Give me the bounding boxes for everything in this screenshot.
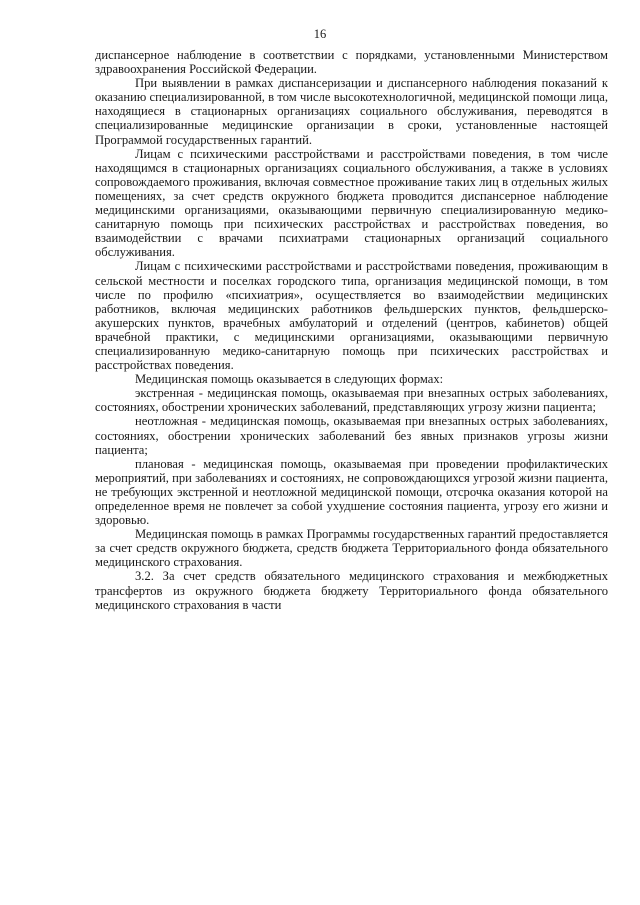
paragraph-specialized-care-transfer: При выявлении в рамках диспансеризации и диспансерного наблюдения показаний к оказанию специализированной, в том числе высокотехнологичной, медицинской помощи лица, находящиеся в стационарных организациях социального обслуживания, переводятся в специализированные медицинские организации в сроки, установленные настоящей Программой государственных гарантий. — [95, 76, 608, 147]
paragraph-forms-intro: Медицинская помощь оказывается в следующих формах: — [135, 372, 444, 387]
paragraph-form-emergency: экстренная - медицинская помощь, оказываемая при внезапных острых заболеваниях, состояниях, обострении хронических заболеваний, представляющих угрозу жизни пациента; — [95, 386, 608, 415]
page-number: 16 — [313, 27, 327, 41]
paragraph-mental-disorders-social-care: Лицам с психическими расстройствами и расстройствами поведения, в том числе находящимся в стационарных организациях социального обслуживания, а также в условиях сопровождаемого проживания, включая совместное проживание таких лиц в отдельных жилых помещениях, за счет средств окружного бюджета проводится диспансерное наблюдение медицинскими организациями, оказывающими первичную специализированную медико-санитарную помощь при психических расстройствах и расстройствах поведения, во взаимодействии с врачами психиатрами стационарных организаций социального обслуживания. — [95, 146, 608, 260]
paragraph-form-urgent: неотложная - медицинская помощь, оказываемая при внезапных острых заболеваниях, состояниях, обострении хронических заболеваний без явных признаков угрозы жизни пациента; — [95, 414, 608, 457]
document-body — [95, 48, 608, 612]
paragraph-funding: Медицинская помощь в рамках Программы государственных гарантий предоставляется за счет средств окружного бюджета, средств бюджета Территориального фонда обязательного медицинского страхования. — [95, 527, 608, 570]
paragraph-dispensary-continuation: диспансерное наблюдение в соответствии с порядками, установленными Министерством здравоохранения Российской Федерации. — [95, 48, 608, 77]
paragraph-form-planned: плановая - медицинская помощь, оказываемая при проведении профилактических мероприятий, при заболеваниях и состояниях, не сопровождающихся угрозой жизни пациента, не требующих экстренной и неотложной медицинской помощи, отсрочка оказания которой на определенное время не повлечет за собой ухудшение состояния пациента, угрозу его жизни и здоровью. — [95, 456, 608, 528]
paragraph-section-3-2: 3.2. За счет средств обязательного медицинского страхования и межбюджетных трансфертов из окружного бюджета бюджету Территориального фонда обязательного медицинского страхования в части — [95, 569, 608, 612]
paragraph-mental-disorders-rural: Лицам с психическими расстройствами и расстройствами поведения, проживающим в сельской местности и поселках городского типа, организация медицинской помощи, в том числе по профилю «психиатрия», осуществляется во взаимодействии медицинских работников, включая медицинских работников фельдшерских пунктов, фельдшерско-акушерских пунктов, врачебных амбулаторий и отделений (центров, кабинетов) общей врачебной практики, с медицинскими организациями, оказывающими первичную специализированную медико-санитарную помощь при психических расстройствах и расстройствах поведения. — [95, 259, 608, 373]
